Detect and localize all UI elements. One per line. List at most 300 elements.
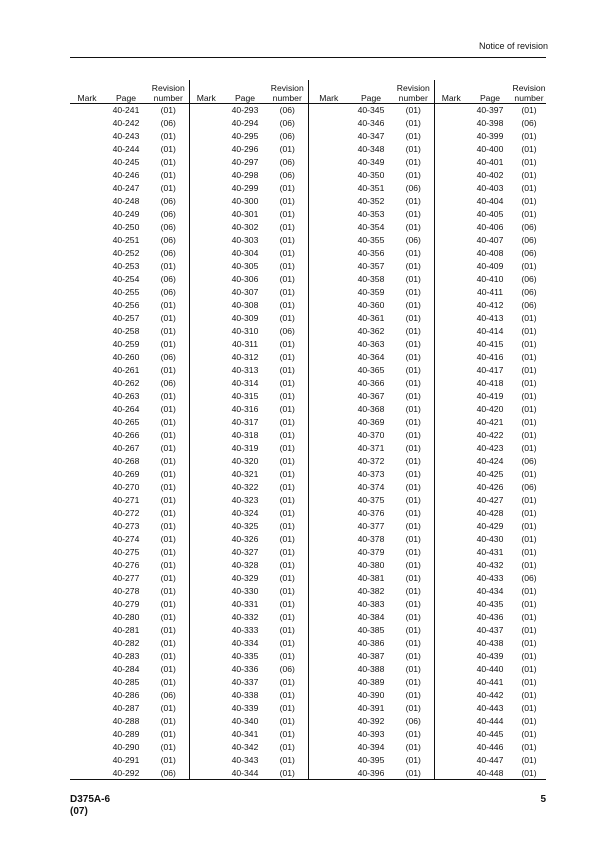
mark-cell — [189, 650, 223, 663]
mark-cell — [434, 117, 468, 130]
table-row — [70, 546, 546, 559]
revision-cell: (01) — [160, 560, 176, 570]
revision-cell: (01) — [160, 716, 176, 726]
mark-cell — [434, 494, 468, 507]
mark-cell — [308, 156, 349, 169]
mark-cell — [189, 338, 223, 351]
column-header-mark: Mark — [77, 93, 97, 103]
revision-cell: (01) — [405, 196, 421, 206]
page-cell: 40-410 — [476, 274, 504, 284]
revision-cell: (01) — [405, 352, 421, 362]
revision-cell: (01) — [160, 729, 176, 739]
page-cell: 40-326 — [231, 534, 259, 544]
revision-cell: (01) — [405, 573, 421, 583]
revision-cell: (01) — [160, 391, 176, 401]
page-cell: 40-253 — [112, 261, 140, 271]
mark-cell — [70, 416, 104, 429]
mark-cell — [189, 429, 223, 442]
revision-cell: (06) — [521, 118, 537, 128]
page-cell: 40-437 — [476, 625, 504, 635]
revision-cell: (01) — [521, 768, 537, 778]
page-cell: 40-324 — [231, 508, 259, 518]
mark-cell — [70, 689, 104, 702]
mark-cell — [70, 754, 104, 767]
mark-cell — [70, 312, 104, 325]
revision-cell: (01) — [405, 703, 421, 713]
table-row — [70, 403, 546, 416]
revision-cell: (01) — [405, 755, 421, 765]
mark-cell — [434, 234, 468, 247]
mark-cell — [434, 143, 468, 156]
table-row — [70, 260, 546, 273]
mark-cell — [308, 325, 349, 338]
table-row — [70, 702, 546, 715]
revision-cell: (01) — [279, 521, 295, 531]
mark-cell — [189, 546, 223, 559]
page-cell: 40-376 — [357, 508, 385, 518]
revision-cell: (06) — [279, 157, 295, 167]
mark-cell — [189, 689, 223, 702]
mark-cell — [70, 364, 104, 377]
table-row — [70, 624, 546, 637]
column-header-revision-line: Revision — [396, 83, 430, 93]
page-cell: 40-350 — [357, 170, 385, 180]
page-cell: 40-358 — [357, 274, 385, 284]
page-cell: 40-386 — [357, 638, 385, 648]
revision-cell: (01) — [160, 755, 176, 765]
table-row — [70, 312, 546, 325]
revision-cell: (01) — [160, 573, 176, 583]
revision-cell: (01) — [405, 560, 421, 570]
mark-cell — [189, 559, 223, 572]
mark-cell — [434, 728, 468, 741]
page-cell: 40-399 — [476, 131, 504, 141]
column-header-revision-line: Revision — [270, 83, 304, 93]
revision-cell: (01) — [521, 443, 537, 453]
mark-cell — [308, 663, 349, 676]
page-cell: 40-305 — [231, 261, 259, 271]
page-cell: 40-292 — [112, 768, 140, 778]
table-row — [70, 208, 546, 221]
page-cell: 40-342 — [231, 742, 259, 752]
page-cell: 40-348 — [357, 144, 385, 154]
column-header-page: Page — [234, 93, 256, 103]
page-cell: 40-379 — [357, 547, 385, 557]
mark-cell — [189, 416, 223, 429]
mark-cell — [308, 689, 349, 702]
mark-cell — [434, 364, 468, 377]
page-cell: 40-284 — [112, 664, 140, 674]
revision-cell: (01) — [405, 391, 421, 401]
page-cell: 40-355 — [357, 235, 385, 245]
page-cell: 40-300 — [231, 196, 259, 206]
revision-cell: (01) — [521, 170, 537, 180]
revision-cell: (01) — [521, 547, 537, 557]
page-cell: 40-286 — [112, 690, 140, 700]
page-cell: 40-267 — [112, 443, 140, 453]
page-cell: 40-346 — [357, 118, 385, 128]
revision-cell: (01) — [279, 534, 295, 544]
mark-cell — [434, 611, 468, 624]
mark-cell — [434, 429, 468, 442]
document-code — [70, 794, 110, 818]
revision-cell: (01) — [160, 183, 176, 193]
mark-cell — [308, 234, 349, 247]
mark-cell — [189, 260, 223, 273]
revision-cell: (01) — [521, 339, 537, 349]
mark-cell — [308, 676, 349, 689]
footer-rule — [70, 779, 546, 780]
page-cell: 40-249 — [112, 209, 140, 219]
mark-cell — [308, 455, 349, 468]
revision-cell: (01) — [521, 430, 537, 440]
revision-cell: (01) — [279, 547, 295, 557]
revision-cell: (01) — [279, 313, 295, 323]
page-cell: 40-337 — [231, 677, 259, 687]
revision-cell: (01) — [279, 209, 295, 219]
mark-cell — [189, 312, 223, 325]
page-cell: 40-419 — [476, 391, 504, 401]
mark-cell — [308, 403, 349, 416]
table-row — [70, 676, 546, 689]
page-cell: 40-384 — [357, 612, 385, 622]
mark-cell — [70, 637, 104, 650]
mark-cell — [70, 585, 104, 598]
mark-cell — [308, 312, 349, 325]
mark-cell — [70, 286, 104, 299]
mark-cell — [189, 195, 223, 208]
page-cell: 40-390 — [357, 690, 385, 700]
page-cell: 40-359 — [357, 287, 385, 297]
revision-cell: (01) — [279, 261, 295, 271]
revision-cell: (01) — [160, 339, 176, 349]
revision-cell: (01) — [279, 274, 295, 284]
mark-cell — [434, 169, 468, 182]
mark-cell — [308, 377, 349, 390]
page-cell: 40-443 — [476, 703, 504, 713]
revision-cell: (01) — [279, 677, 295, 687]
mark-cell — [189, 377, 223, 390]
page-cell: 40-243 — [112, 131, 140, 141]
mark-cell — [308, 754, 349, 767]
revision-cell: (01) — [279, 638, 295, 648]
revision-cell: (01) — [405, 443, 421, 453]
revision-cell: (01) — [279, 729, 295, 739]
mark-cell — [308, 624, 349, 637]
page-cell: 40-338 — [231, 690, 259, 700]
revision-cell: (01) — [521, 742, 537, 752]
page-cell: 40-433 — [476, 573, 504, 583]
page-cell: 40-381 — [357, 573, 385, 583]
page-cell: 40-444 — [476, 716, 504, 726]
revision-cell: (06) — [521, 482, 537, 492]
page-cell: 40-423 — [476, 443, 504, 453]
revision-cell: (01) — [160, 365, 176, 375]
revision-cell: (01) — [521, 586, 537, 596]
column-header-revision — [148, 80, 189, 104]
revision-cell: (01) — [160, 326, 176, 336]
page-cell: 40-378 — [357, 534, 385, 544]
page-cell: 40-347 — [357, 131, 385, 141]
page-cell: 40-405 — [476, 209, 504, 219]
page-cell: 40-427 — [476, 495, 504, 505]
mark-cell — [70, 624, 104, 637]
mark-cell — [189, 507, 223, 520]
mark-cell — [434, 442, 468, 455]
mark-cell — [434, 741, 468, 754]
mark-cell — [434, 182, 468, 195]
revision-cell: (01) — [160, 638, 176, 648]
mark-cell — [70, 182, 104, 195]
revision-cell: (01) — [279, 703, 295, 713]
revision-cell: (01) — [521, 612, 537, 622]
mark-cell — [189, 624, 223, 637]
mark-cell — [70, 208, 104, 221]
revision-cell: (06) — [279, 118, 295, 128]
mark-cell — [434, 624, 468, 637]
page-cell: 40-383 — [357, 599, 385, 609]
column-header-mark: Mark — [434, 80, 468, 104]
revision-cell: (06) — [160, 690, 176, 700]
page-cell: 40-268 — [112, 456, 140, 466]
page-cell: 40-317 — [231, 417, 259, 427]
page-cell: 40-428 — [476, 508, 504, 518]
revision-cell: (01) — [521, 703, 537, 713]
table-row — [70, 156, 546, 169]
revision-cell: (06) — [279, 170, 295, 180]
page-cell: 40-351 — [357, 183, 385, 193]
mark-cell — [189, 468, 223, 481]
mark-cell — [189, 351, 223, 364]
column-header-revision-line: number — [153, 93, 183, 103]
page-cell: 40-330 — [231, 586, 259, 596]
page-cell: 40-445 — [476, 729, 504, 739]
table-row — [70, 442, 546, 455]
mark-cell — [434, 702, 468, 715]
mark-cell — [434, 312, 468, 325]
table-row — [70, 169, 546, 182]
page-cell: 40-374 — [357, 482, 385, 492]
page-cell: 40-446 — [476, 742, 504, 752]
revision-cell: (01) — [279, 768, 295, 778]
table-row — [70, 663, 546, 676]
table-row — [70, 299, 546, 312]
revision-cell: (06) — [521, 300, 537, 310]
page-cell: 40-414 — [476, 326, 504, 336]
page-cell: 40-279 — [112, 599, 140, 609]
table-header-row — [70, 80, 546, 104]
revision-cell: (06) — [160, 235, 176, 245]
table-row — [70, 338, 546, 351]
table-body — [70, 104, 546, 781]
revision-cell: (01) — [279, 378, 295, 388]
page-cell: 40-315 — [231, 391, 259, 401]
revision-cell: (01) — [405, 339, 421, 349]
mark-cell — [308, 338, 349, 351]
mark-cell — [308, 273, 349, 286]
mark-cell — [70, 377, 104, 390]
page-cell: 40-250 — [112, 222, 140, 232]
revision-cell: (01) — [160, 131, 176, 141]
page-cell: 40-357 — [357, 261, 385, 271]
revision-cell: (01) — [521, 131, 537, 141]
page-cell: 40-280 — [112, 612, 140, 622]
page-cell: 40-257 — [112, 313, 140, 323]
mark-cell — [308, 260, 349, 273]
mark-cell — [189, 741, 223, 754]
revision-cell: (01) — [521, 209, 537, 219]
revision-cell: (01) — [279, 482, 295, 492]
page-cell: 40-401 — [476, 157, 504, 167]
column-header-mark: Mark — [308, 80, 349, 104]
revision-cell: (01) — [279, 469, 295, 479]
page-cell: 40-341 — [231, 729, 259, 739]
page-cell: 40-313 — [231, 365, 259, 375]
revision-cell: (06) — [160, 222, 176, 232]
revision-cell: (01) — [405, 248, 421, 258]
page-cell: 40-436 — [476, 612, 504, 622]
column-header-revision — [393, 80, 434, 104]
mark-cell — [434, 221, 468, 234]
mark-cell — [70, 559, 104, 572]
revision-cell: (01) — [521, 690, 537, 700]
mark-cell — [308, 169, 349, 182]
page-cell: 40-246 — [112, 170, 140, 180]
page-cell: 40-362 — [357, 326, 385, 336]
mark-cell — [308, 611, 349, 624]
revision-cell: (06) — [160, 768, 176, 778]
column-header-page: Page — [360, 93, 382, 103]
page-cell: 40-375 — [357, 495, 385, 505]
mark-cell — [189, 481, 223, 494]
table-row — [70, 130, 546, 143]
revision-cell: (01) — [160, 534, 176, 544]
revision-cell: (01) — [160, 313, 176, 323]
page-cell: 40-366 — [357, 378, 385, 388]
page-cell: 40-403 — [476, 183, 504, 193]
page-cell: 40-340 — [231, 716, 259, 726]
revision-cell: (01) — [521, 521, 537, 531]
mark-cell — [189, 611, 223, 624]
mark-cell — [189, 572, 223, 585]
page-cell: 40-264 — [112, 404, 140, 414]
page-cell: 40-319 — [231, 443, 259, 453]
mark-cell — [70, 650, 104, 663]
revision-cell: (06) — [521, 456, 537, 466]
mark-cell — [70, 494, 104, 507]
mark-cell — [308, 494, 349, 507]
revision-cell: (01) — [405, 482, 421, 492]
mark-cell — [434, 481, 468, 494]
mark-cell — [434, 676, 468, 689]
mark-cell — [189, 442, 223, 455]
revision-cell: (01) — [279, 183, 295, 193]
page-cell: 40-393 — [357, 729, 385, 739]
revision-cell: (01) — [405, 209, 421, 219]
mark-cell — [70, 429, 104, 442]
page-cell: 40-288 — [112, 716, 140, 726]
page-cell: 40-395 — [357, 755, 385, 765]
page-cell: 40-397 — [476, 105, 504, 115]
table-row — [70, 741, 546, 754]
mark-cell — [189, 364, 223, 377]
mark-cell — [308, 143, 349, 156]
mark-cell — [308, 572, 349, 585]
page-number: 5 — [540, 794, 546, 805]
mark-cell — [308, 598, 349, 611]
page-cell: 40-413 — [476, 313, 504, 323]
mark-cell — [434, 650, 468, 663]
revision-cell: (01) — [405, 365, 421, 375]
page-cell: 40-318 — [231, 430, 259, 440]
page-cell: 40-440 — [476, 664, 504, 674]
table-row — [70, 754, 546, 767]
revision-cell: (01) — [405, 456, 421, 466]
page-cell: 40-334 — [231, 638, 259, 648]
revision-cell: (01) — [279, 443, 295, 453]
page-cell: 40-416 — [476, 352, 504, 362]
page-cell: 40-320 — [231, 456, 259, 466]
page-cell: 40-242 — [112, 118, 140, 128]
revision-cell: (01) — [160, 456, 176, 466]
mark-cell — [434, 377, 468, 390]
table-row — [70, 416, 546, 429]
page-cell: 40-281 — [112, 625, 140, 635]
mark-cell — [308, 637, 349, 650]
revision-cell: (01) — [405, 651, 421, 661]
mark-cell — [434, 598, 468, 611]
mark-cell — [308, 702, 349, 715]
page-cell: 40-363 — [357, 339, 385, 349]
mark-cell — [189, 286, 223, 299]
page-cell: 40-275 — [112, 547, 140, 557]
revision-cell: (06) — [521, 222, 537, 232]
table-row — [70, 650, 546, 663]
revision-cell: (01) — [521, 313, 537, 323]
page-cell: 40-400 — [476, 144, 504, 154]
mark-cell — [70, 611, 104, 624]
mark-cell — [70, 663, 104, 676]
page-cell: 40-411 — [476, 287, 504, 297]
mark-cell — [70, 234, 104, 247]
mark-cell — [434, 520, 468, 533]
revision-cell: (01) — [279, 391, 295, 401]
table-row — [70, 715, 546, 728]
mark-cell — [308, 117, 349, 130]
table-row — [70, 507, 546, 520]
column-header-revision — [512, 80, 546, 104]
revision-cell: (06) — [279, 131, 295, 141]
revision-cell: (06) — [160, 352, 176, 362]
mark-cell — [189, 117, 223, 130]
revision-cell: (06) — [405, 235, 421, 245]
revision-cell: (01) — [405, 157, 421, 167]
mark-cell — [189, 728, 223, 741]
page-cell: 40-248 — [112, 196, 140, 206]
revision-cell: (01) — [405, 105, 421, 115]
mark-cell — [308, 299, 349, 312]
page-cell: 40-353 — [357, 209, 385, 219]
table-row — [70, 117, 546, 130]
revision-cell: (01) — [279, 573, 295, 583]
page-cell: 40-372 — [357, 456, 385, 466]
mark-cell — [70, 221, 104, 234]
page-cell: 40-272 — [112, 508, 140, 518]
mark-cell — [189, 702, 223, 715]
revision-cell: (01) — [405, 495, 421, 505]
page-cell: 40-278 — [112, 586, 140, 596]
mark-cell — [70, 676, 104, 689]
